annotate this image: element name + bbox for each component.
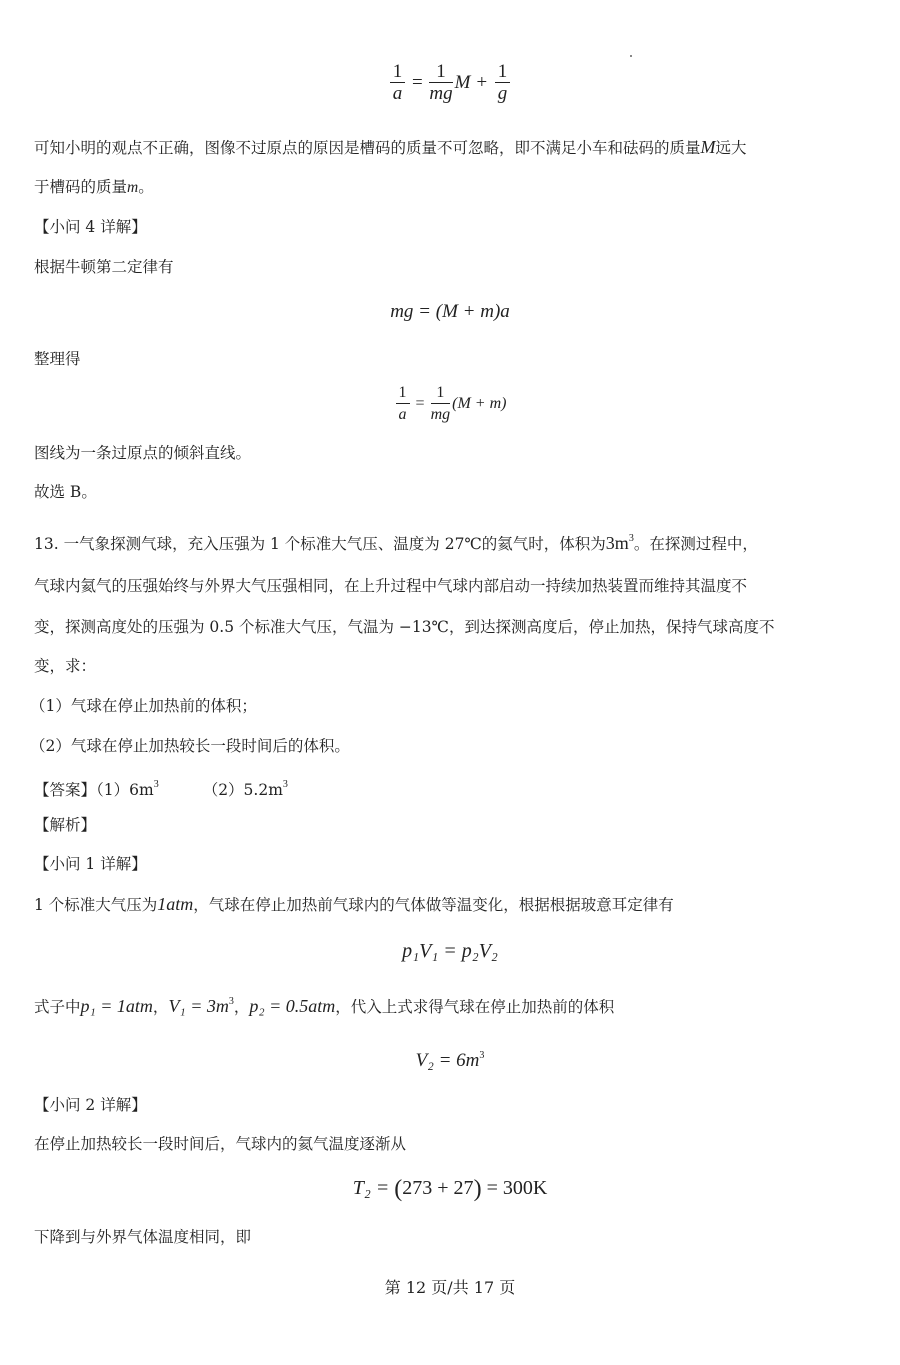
- paragraph-line: 整理得: [34, 350, 81, 368]
- question-13-line: 变，求：: [34, 657, 97, 675]
- paragraph-line: 根据牛顿第二定律有: [34, 258, 174, 276]
- paragraph-line: 于槽码的质量m。: [34, 178, 154, 196]
- equation-temperature: T₂ = (273 + 27) = 300K: [352, 1176, 548, 1202]
- section-heading: 【小问 1 详解】: [34, 855, 147, 873]
- equation-volume-result: $V_2 = 6m^3$: [415, 1050, 485, 1071]
- paragraph-line: 图线为一条过原点的倾斜直线。: [34, 444, 252, 462]
- answer-line: 【答案】$(1)6m^3$ $(2)5.2m^3$: [34, 779, 288, 799]
- paragraph-line: 下降到与外界气体温度相同，即: [34, 1228, 252, 1246]
- section-heading: 【小问 4 详解】: [34, 218, 147, 236]
- paragraph-line: 可知小明的观点不正确，图像不过原点的原因是槽码的质量不可忽略，即不满足小车和砝码的质量M远大: [34, 137, 747, 157]
- question-13-line: 气球内氦气的压强始终与外界大气压强相同，在上升过程中气球内部启动一持续加热装置而维持其温度不: [34, 577, 748, 595]
- fraction-rhs: $\frac{1}{mg}$: [430, 384, 451, 423]
- equation-inverse-acceleration: $\frac{1}{a}$ = $\frac{1}{mg}$ M + $\frac{1}{g}$: [0, 62, 900, 105]
- paragraph-line: 在停止加热较长一段时间后，气球内的氦气温度逐渐从: [34, 1135, 407, 1153]
- equation-newton-second-law: mg = (M + m)a: [390, 301, 510, 322]
- section-heading: 【小问 2 详解】: [34, 1096, 147, 1114]
- paragraph-line: 式子中p₁ = 1atm，$V_1 = 3m^3$，p₂ = 0.5atm，代入上式求得气球在停止加热前的体积: [34, 996, 615, 1016]
- sub-question-1: （1）气球在停止加热前的体积；: [30, 697, 257, 715]
- paragraph-line: 1 个标准大气压为1atm，气球在停止加热前气球内的气体做等温变化，根据根据玻意耳定律有: [34, 894, 674, 914]
- equation-rearranged: $\frac{1}{a}$ = $\frac{1}{mg}$ (M + m): [0, 383, 900, 426]
- equation-boyle-law: p₁V₁ = p₂V₂: [402, 940, 498, 962]
- stray-dot: [630, 55, 632, 57]
- fraction-lhs: $\frac{1}{a}$: [390, 62, 406, 105]
- fraction-lhs: $\frac{1}{a}$: [396, 383, 410, 426]
- analysis-heading: 【解析】: [34, 816, 97, 834]
- fraction-rhs: $\frac{1}{mg}$: [429, 61, 453, 104]
- paragraph-line: 故选 B。: [34, 483, 97, 501]
- question-13-line: 变，探测高度处的压强为 0.5 个标准大气压，气温为 −13℃，到达探测高度后，停止加热，保持气球高度不: [34, 618, 775, 636]
- page-footer: 第 12 页/共 17 页: [384, 1278, 516, 1297]
- sub-question-2: （2）气球在停止加热较长一段时间后的体积。: [30, 737, 350, 755]
- fraction-g: $\frac{1}{g}$: [495, 62, 511, 105]
- question-13-line: 13. 一气象探测气球，充入压强为 1 个标准大气压、温度为 27℃的氦气时，体积为$3m^3$。在探测过程中，: [34, 533, 758, 553]
